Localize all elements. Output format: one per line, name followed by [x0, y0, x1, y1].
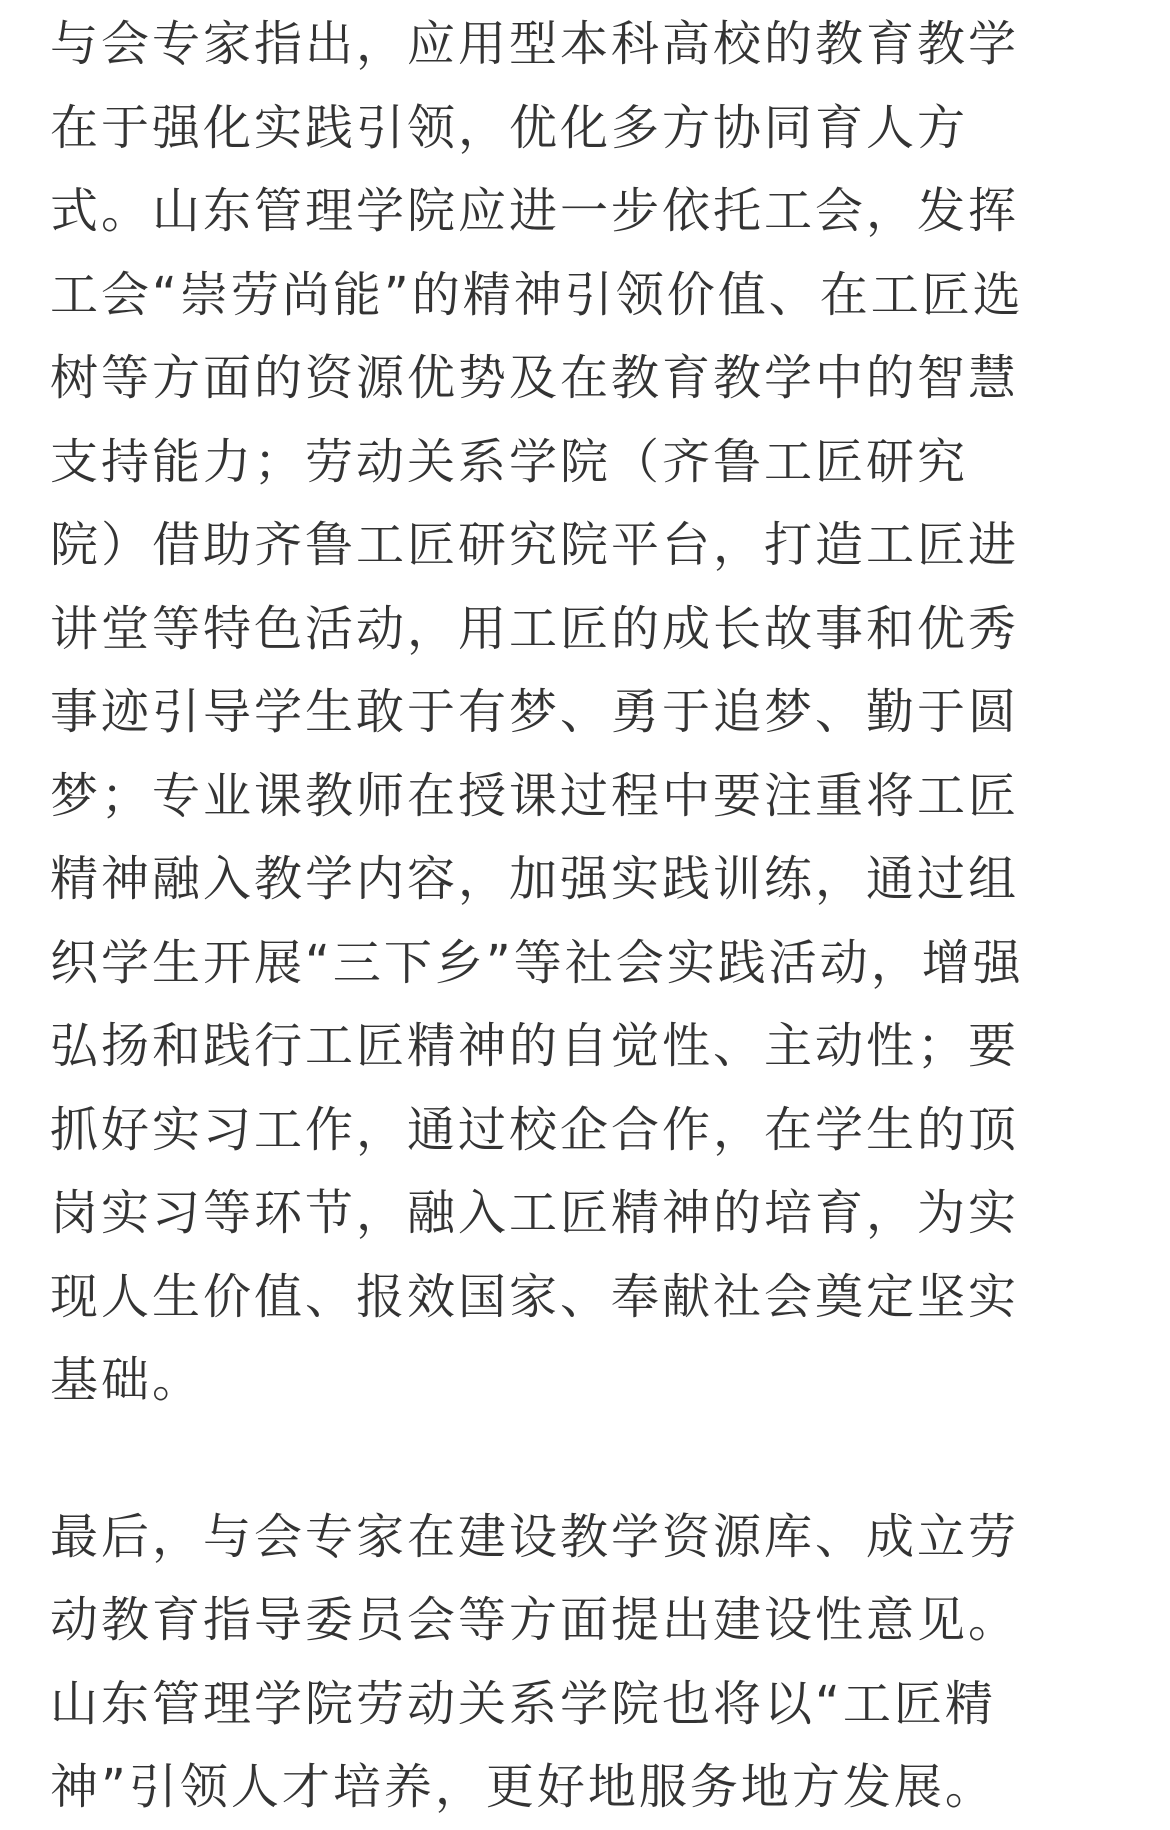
text-line: 与会专家指出，应用型本科高校的教育教学 — [50, 16, 1020, 72]
text-line: 梦；专业课教师在授课过程中要注重将工匠 — [50, 767, 1020, 824]
article-body — [50, 3, 1126, 1830]
paragraph-expert-opinions — [50, 3, 1126, 1423]
text-line: 支持能力；劳动关系学院（齐鲁工匠研究 — [50, 433, 969, 490]
text-line: 神”引领人才培养，更好地服务地方发展。 — [50, 1759, 996, 1815]
text-line: 织学生开展“三下乡”等社会实践活动，增强 — [50, 934, 1024, 991]
text-line: 山东管理学院劳动关系学院也将以“工匠精 — [50, 1675, 996, 1732]
text-line: 岗实习等环节，融入工匠精神的培育，为实 — [50, 1185, 1020, 1241]
text-line: 讲堂等特色活动，用工匠的成长故事和优秀 — [50, 600, 1020, 657]
text-line: 现人生价值、报效国家、奉献社会奠定坚实 — [50, 1268, 1020, 1325]
text-line: 最后，与会专家在建设教学资源库、成立劳 — [50, 1508, 1020, 1565]
text-line: 精神融入教学内容，加强实践训练，通过组 — [50, 851, 1020, 907]
text-line: 抓好实习工作，通过校企合作，在学生的顶 — [50, 1101, 1020, 1158]
text-line: 动教育指导委员会等方面提出建设性意见。 — [50, 1592, 1020, 1648]
paragraph-spacer — [50, 1423, 1126, 1496]
text-line: 院）借助齐鲁工匠研究院平台，打造工匠进 — [50, 517, 1020, 573]
text-line: 事迹引导学生敢于有梦、勇于追梦、勤于圆 — [50, 684, 1020, 740]
text-line: 式。山东管理学院应进一步依托工会，发挥 — [50, 183, 1020, 239]
text-line: 工会“崇劳尚能”的精神引领价值、在工匠选 — [50, 266, 1024, 323]
text-line: 弘扬和践行工匠精神的自觉性、主动性；要 — [50, 1018, 1020, 1074]
paragraph-conclusion — [50, 1496, 1126, 1830]
text-line: 基础。 — [50, 1352, 204, 1408]
text-line: 树等方面的资源优势及在教育教学中的智慧 — [50, 350, 1020, 406]
text-line: 在于强化实践引领，优化多方协同育人方 — [50, 99, 969, 156]
